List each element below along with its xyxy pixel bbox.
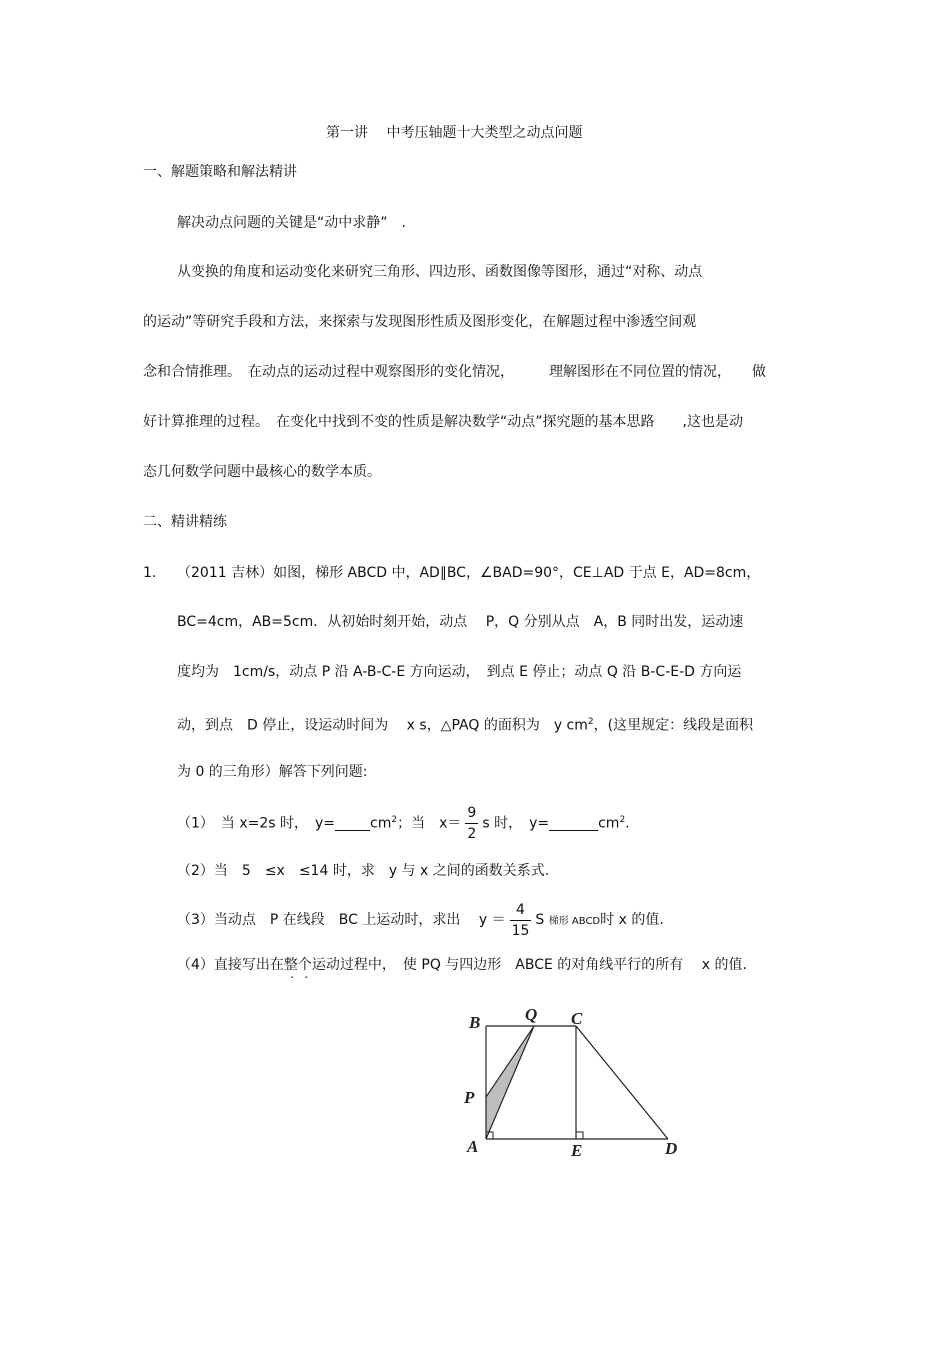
section-heading-1: 一、解题策略和解法精讲: [143, 164, 297, 180]
fraction: $\frac{9}{2}$: [467, 805, 477, 843]
label-p: P: [464, 1088, 475, 1107]
segment-aq: [486, 1026, 534, 1139]
right-angle-mark-e: [576, 1132, 583, 1139]
paragraph-line: 念和合情推理。 在动点的运动过程中观察图形的变化情况， 理解图形在不同位置的情况， 做: [143, 364, 766, 380]
problem-line: 动，到点 D 停止，设运动时间为 x s，△PAQ 的面积为 y $cm^2$，(这里规定：线段是面积: [177, 717, 754, 734]
problem-number: 1.: [143, 565, 157, 581]
segment-cd: [576, 1026, 668, 1139]
paragraph-line: 好计算推理的过程。 在变化中找到不变的性质是解决数学“动点”探究题的基本思路 ,这也是动: [143, 414, 743, 430]
paragraph-line: 态几何数学问题中最核心的数学本质。: [143, 464, 381, 480]
paragraph-key-idea: 解决动点问题的关键是“动中求静” .: [177, 215, 406, 231]
problem-line: 为 0 的三角形）解答下列问题:: [177, 764, 368, 780]
label-a: A: [467, 1137, 479, 1156]
trapezoid-figure: [455, 1000, 695, 1165]
fraction: $\frac{4}{15}$: [511, 901, 530, 939]
problem-line: BC=4cm，AB=5cm．从初始时刻开始，动点 P，Q 分别从点 A，B 同时出发，运动速: [177, 614, 744, 630]
paragraph-line: 的运动”等研究手段和方法，来探索与发现图形性质及图形变化，在解题过程中渗透空间观: [143, 314, 697, 330]
section-heading-2: 二、精讲精练: [143, 514, 227, 530]
question-2: （2）当 5 ≤x ≤14 时，求 y 与 x 之间的函数关系式.: [177, 863, 550, 879]
page-title: 第一讲 中考压轴题十大类型之动点问题: [326, 125, 583, 141]
label-b: B: [469, 1013, 481, 1032]
problem-line: （2011 吉林）如图，梯形 ABCD 中，AD∥BC，∠BAD=90°，CE⊥AD 于点 E，AD=8cm，: [177, 565, 761, 581]
question-4: （4）直接写出在整个运动过程中， 使 PQ 与四边形 ABCE 的对角线平行的所有 x 的值.: [177, 957, 747, 973]
segment-pq: [486, 1026, 534, 1097]
question-1: （1） 当 x=2s 时， $y=\_\_\_\_\_cm^2$；当 x＝ $\frac{9}{2}$ s 时， $y=\_\_\_\_\_\_\_cm^2$.: [177, 805, 630, 843]
label-d: D: [665, 1139, 678, 1158]
label-e: E: [571, 1141, 583, 1160]
label-c: C: [571, 1009, 583, 1028]
problem-line: 度均为 1cm/s，动点 P 沿 A-B-C-E 方向运动， 到点 E 停止；动点 Q 沿 B-C-E-D 方向运: [177, 664, 742, 680]
paragraph-line: 从变换的角度和运动变化来研究三角形、四边形、函数图像等图形，通过“对称、动点: [177, 264, 703, 280]
label-q: Q: [525, 1005, 538, 1024]
question-3: （3）当动点 P 在线段 BC 上运动时，求出 y ＝ $\frac{4}{15}$ S 梯形 ABCD时 x 的值.: [177, 901, 664, 939]
